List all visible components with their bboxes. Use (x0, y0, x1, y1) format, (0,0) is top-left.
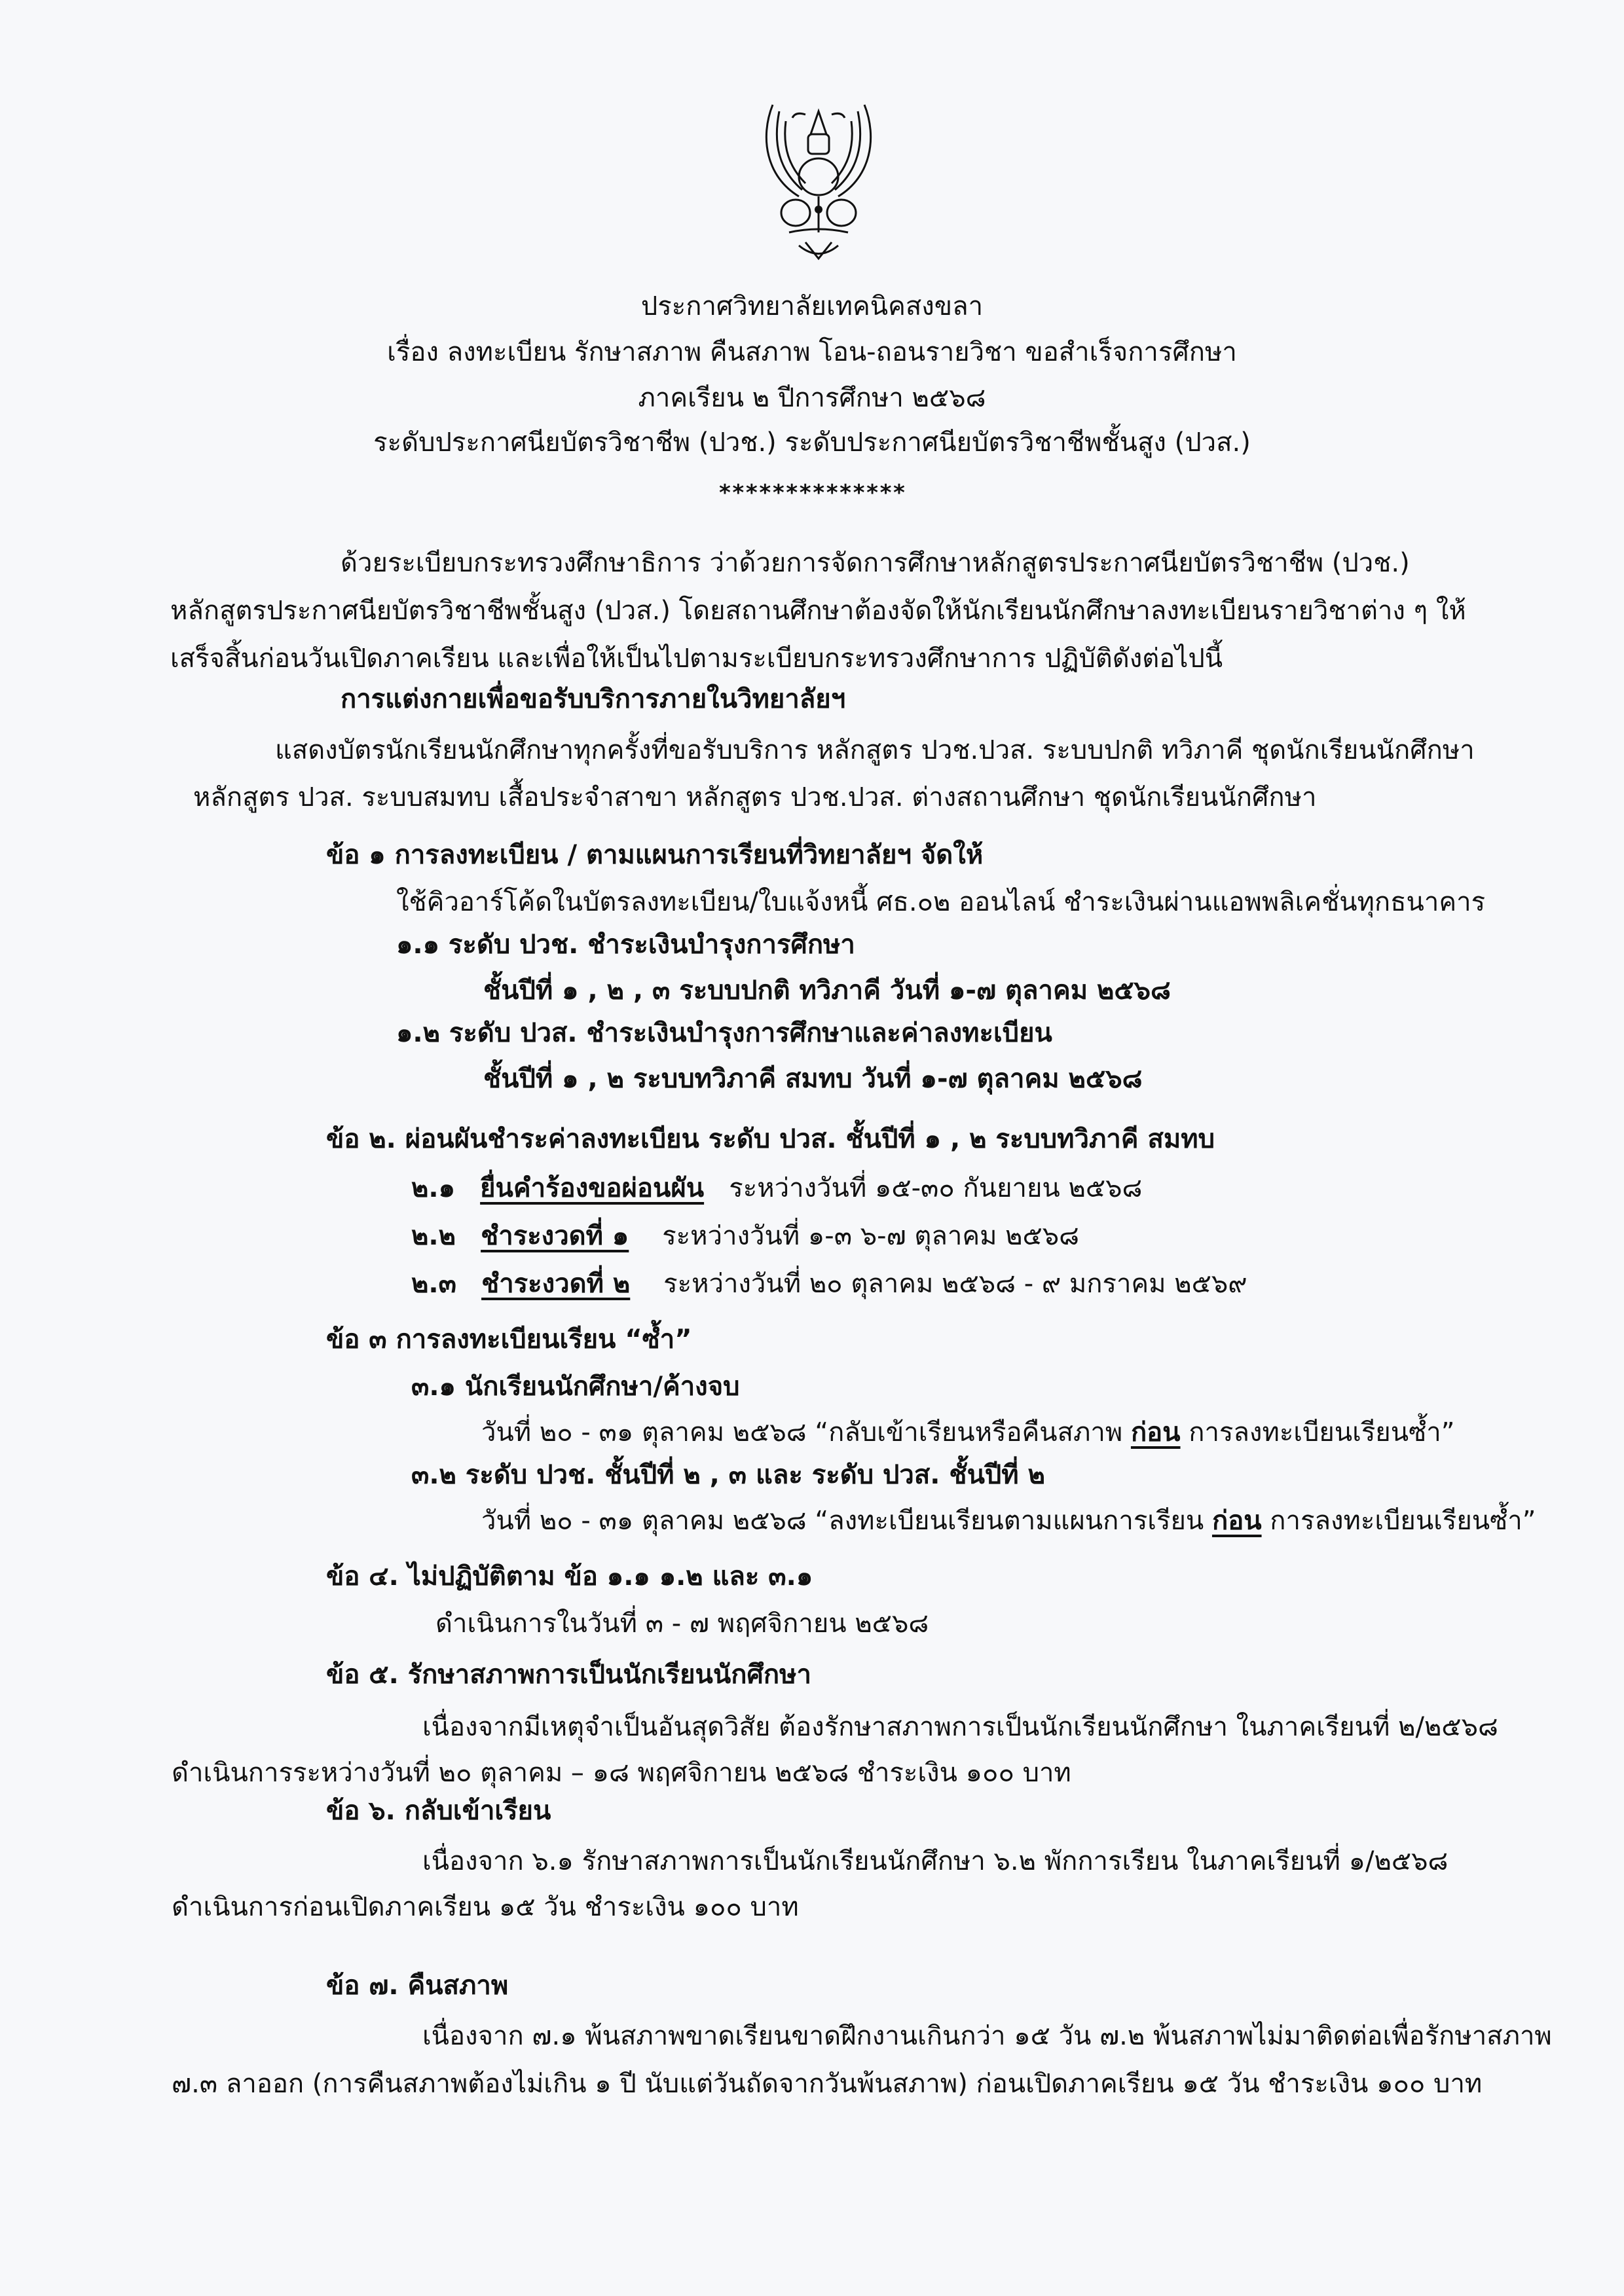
intro-line-3: เสร็จสิ้นก่อนวันเปิดภาคเรียน และเพื่อให้เป็นไปตามระเบียบกระทรวงศึกษาการ ปฏิบัติดังต่อไปนี้ (170, 644, 1223, 674)
item-1-note: ใช้คิวอาร์โค้ดในบัตรลงทะเบียน/ใบแจ้งหนี้ ศธ.๐๒ ออนไลน์ ชำระเงินผ่านแอพพลิเคชั่นทุกธนาคาร (396, 887, 1486, 917)
item-4-detail: ดำเนินการในวันที่ ๓ - ๗ พฤศจิกายน ๒๕๖๘ (435, 1609, 929, 1639)
announcement-levels: ระดับประกาศนียบัตรวิชาชีพ (ปวช.) ระดับประกาศนียบัตรวิชาชีพชั้นสูง (ปวส.) (373, 428, 1251, 458)
item-5-line-1: เนื่องจากมีเหตุจำเป็นอันสุดวิสัย ต้องรักษาสภาพการเป็นนักเรียนนักศึกษา ในภาคเรียนที่ ๒/๒๕๖๘ (422, 1712, 1498, 1742)
item-3-heading: ข้อ ๓ การลงทะเบียนเรียน “ซ้ำ” (326, 1324, 692, 1355)
item-1-1-detail: ชั้นปีที่ ๑ , ๒ , ๓ ระบบปกติ ทวิภาคี วันที่ ๑-๗ ตุลาคม ๒๕๖๘ (483, 975, 1171, 1006)
item-2-3-row (411, 1266, 1247, 1302)
item-3-1-detail-text-end: การลงทะเบียนเรียนซ้ำ” (1180, 1417, 1455, 1448)
item-5-heading: ข้อ ๕. รักษาสภาพการเป็นนักเรียนนักศึกษา (326, 1660, 811, 1690)
item-2-1-text: ระหว่างวันที่ ๑๕-๓๐ กันยายน ๒๕๖๘ (729, 1173, 1143, 1203)
item-3-1-title: ๓.๑ นักเรียนนักศึกษา/ค้างจบ (411, 1372, 740, 1402)
item-3-2-detail-text-end: การลงทะเบียนเรียนซ้ำ” (1261, 1506, 1536, 1536)
item-1-2-detail: ชั้นปีที่ ๑ , ๒ ระบบทวิภาคี สมทบ วันที่ ๑-๗ ตุลาคม ๒๕๖๘ (483, 1064, 1143, 1094)
item-5-line-2: ดำเนินการระหว่างวันที่ ๒๐ ตุลาคม – ๑๘ พฤศจิกายน ๒๕๖๘ ชำระเงิน ๑๐๐ บาท (172, 1758, 1071, 1788)
item-3-2-detail (481, 1503, 1536, 1539)
item-2-3-text: ระหว่างวันที่ ๒๐ ตุลาคม ๒๕๖๘ - ๙ มกราคม ๒๕๖๙ (663, 1269, 1247, 1299)
item-1-heading: ข้อ ๑ การลงทะเบียน / ตามแผนการเรียนที่วิทยาลัยฯ จัดให้ (326, 840, 984, 870)
item-2-2-label: ชำระงวดที่ ๑ (481, 1221, 629, 1251)
dress-code-line-2: หลักสูตร ปวส. ระบบสมทบ เสื้อประจำสาขา หลักสูตร ปวช.ปวส. ต่างสถานศึกษา ชุดนักเรียนนักศึกษา (193, 782, 1317, 812)
item-3-1-before-emphasis: ก่อน (1130, 1417, 1181, 1448)
item-3-1-detail-text: วันที่ ๒๐ - ๓๑ ตุลาคม ๒๕๖๘ “กลับเข้าเรียนหรือคืนสภาพ (481, 1417, 1131, 1448)
item-3-2-detail-text: วันที่ ๒๐ - ๓๑ ตุลาคม ๒๕๖๘ “ลงทะเบียนเรียนตามแผนการเรียน (481, 1506, 1212, 1536)
announcement-title: ประกาศวิทยาลัยเทคนิคสงขลา (640, 291, 984, 321)
intro-line-1: ด้วยระเบียบกระทรวงศึกษาธิการ ว่าด้วยการจัดการศึกษาหลักสูตรประกาศนียบัตรวิชาชีพ (ปวช.) (341, 548, 1410, 578)
item-4-heading: ข้อ ๔. ไม่ปฏิบัติตาม ข้อ ๑.๑ ๑.๒ และ ๓.๑ (326, 1561, 813, 1592)
announcement-semester: ภาคเรียน ๒ ปีการศึกษา ๒๕๖๘ (638, 383, 986, 413)
item-2-1-number: ๒.๑ (411, 1173, 455, 1203)
item-6-heading: ข้อ ๖. กลับเข้าเรียน (326, 1796, 551, 1826)
intro-line-2: หลักสูตรประกาศนียบัตรวิชาชีพชั้นสูง (ปวส.) โดยสถานศึกษาต้องจัดให้นักเรียนนักศึกษาลงทะเบียนรายวิชาต่าง ๆ ให้ (170, 596, 1466, 626)
announcement-subject: เรื่อง ลงทะเบียน รักษาสภาพ คืนสภาพ โอน-ถอนรายวิชา ขอสำเร็จการศึกษา (387, 337, 1237, 367)
item-3-2-before-emphasis: ก่อน (1211, 1506, 1262, 1536)
item-7-heading: ข้อ ๗. คืนสภาพ (326, 1971, 509, 2001)
item-7-line-2: ๗.๓ ลาออก (การคืนสภาพต้องไม่เกิน ๑ ปี นับแต่วันถัดจากวันพ้นสภาพ) ก่อนเปิดภาคเรียน ๑๕ วัน ชำระเงิน ๑๐๐ บาท (172, 2069, 1483, 2099)
item-2-1-label: ยื่นคำร้องขอผ่อนผัน (480, 1173, 705, 1203)
item-2-2-number: ๒.๒ (411, 1221, 456, 1251)
item-1-2-title: ๑.๒ ระดับ ปวส. ชำระเงินบำรุงการศึกษาและค่าลงทะเบียน (396, 1018, 1052, 1048)
item-2-2-row (411, 1218, 1079, 1254)
header-separator: ************** (718, 480, 906, 506)
item-1-1-title: ๑.๑ ระดับ ปวช. ชำระเงินบำรุงการศึกษา (396, 930, 855, 960)
item-2-2-text: ระหว่างวันที่ ๑-๓ ๖-๗ ตุลาคม ๒๕๖๘ (662, 1221, 1080, 1251)
item-6-line-2: ดำเนินการก่อนเปิดภาคเรียน ๑๕ วัน ชำระเงิน ๑๐๐ บาท (172, 1892, 799, 1922)
item-3-2-title: ๓.๒ ระดับ ปวช. ชั้นปีที่ ๒ , ๓ และ ระดับ ปวส. ชั้นปีที่ ๒ (411, 1460, 1045, 1490)
item-2-heading: ข้อ ๒. ผ่อนผันชำระค่าลงทะเบียน ระดับ ปวส. ชั้นปีที่ ๑ , ๒ ระบบทวิภาคี สมทบ (326, 1124, 1215, 1154)
item-2-3-label: ชำระงวดที่ ๒ (481, 1269, 631, 1299)
item-7-line-1: เนื่องจาก ๗.๑ พ้นสภาพขาดเรียนขาดฝึกงานเกินกว่า ๑๕ วัน ๗.๒ พ้นสภาพไม่มาติดต่อเพื่อรักษาสภาพ (422, 2021, 1552, 2051)
dress-code-heading: การแต่งกายเพื่อขอรับบริการภายในวิทยาลัยฯ (341, 684, 846, 714)
item-2-1-row (411, 1170, 1142, 1207)
dress-code-line-1: แสดงบัตรนักเรียนนักศึกษาทุกครั้งที่ขอรับบริการ หลักสูตร ปวช.ปวส. ระบบปกติ ทวิภาคี ชุดนักเรียนนักศึกษา (275, 735, 1475, 765)
item-6-line-1: เนื่องจาก ๖.๑ รักษาสภาพการเป็นนักเรียนนักศึกษา ๖.๒ พักการเรียน ในภาคเรียนที่ ๑/๒๕๖๘ (422, 1846, 1449, 1876)
item-2-3-number: ๒.๓ (411, 1269, 456, 1299)
garuda-emblem-icon (753, 85, 884, 262)
item-3-1-detail (481, 1414, 1454, 1451)
